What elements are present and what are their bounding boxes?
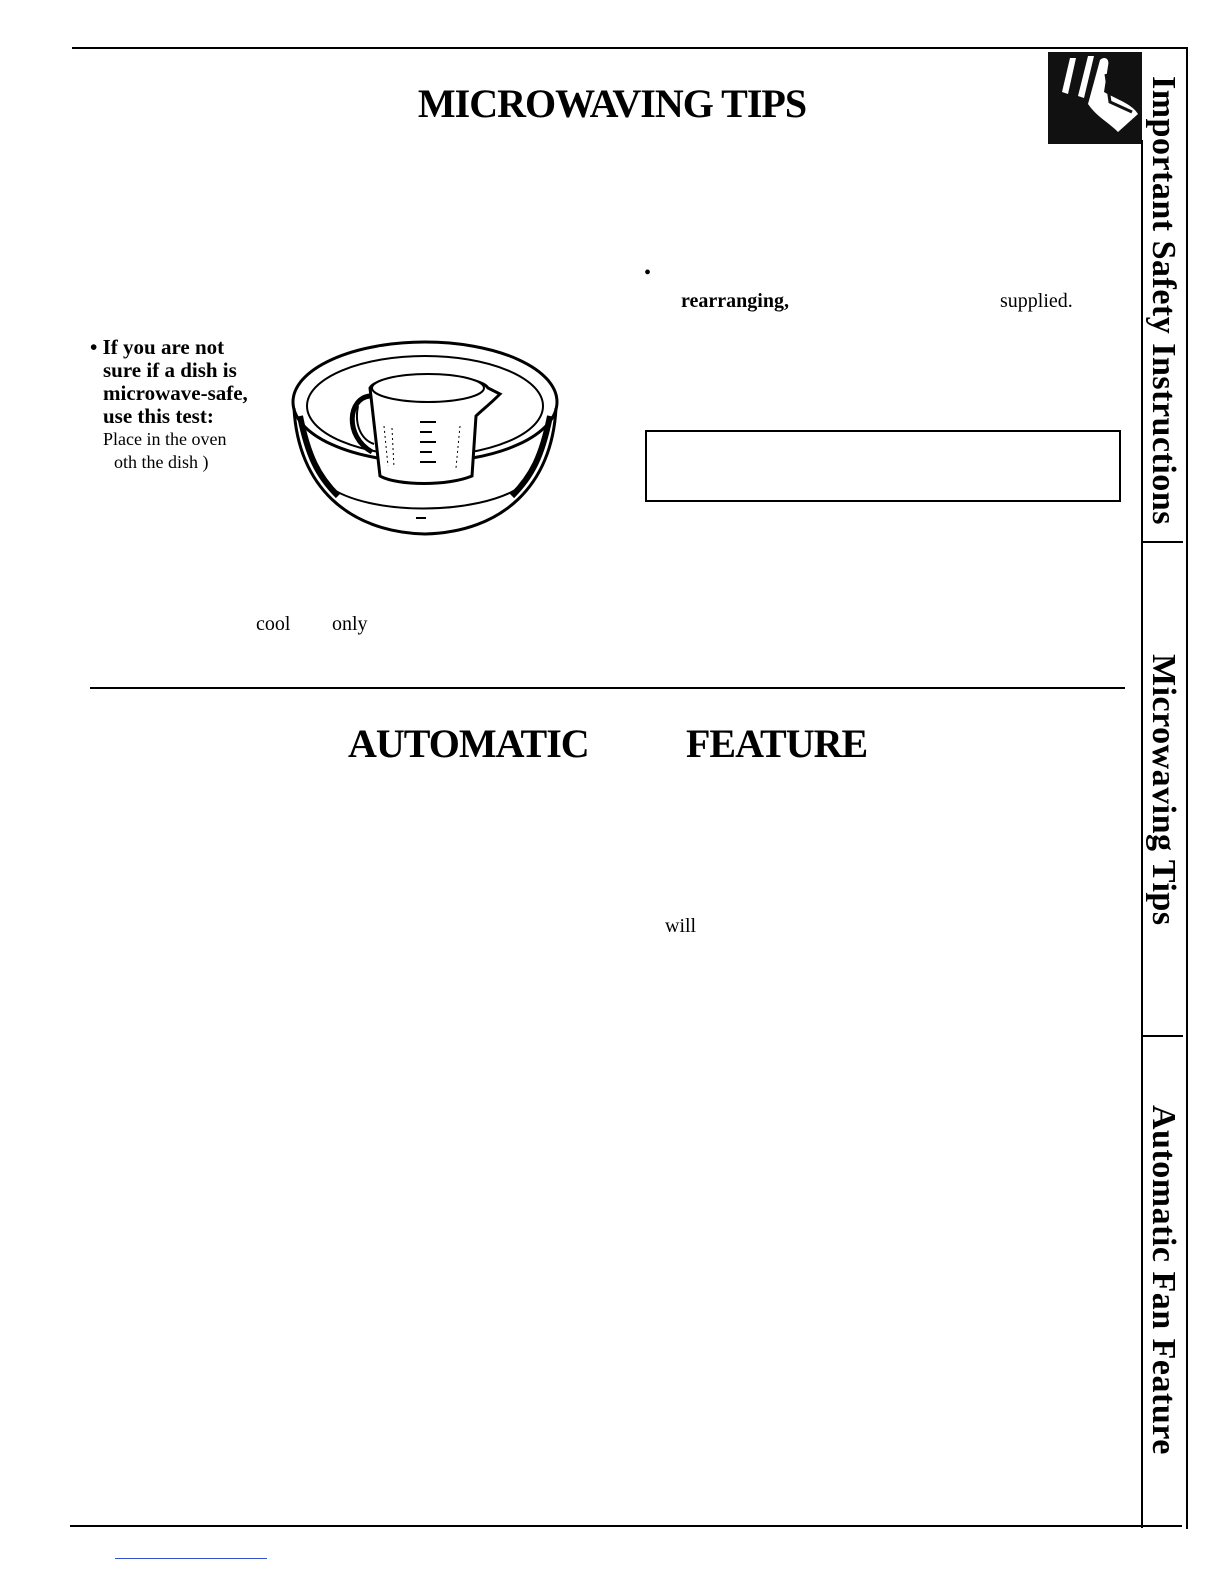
bottom-rule [70, 1525, 1182, 1527]
tip-line: sure if a dish is [103, 358, 237, 382]
tip-line: Place in the oven [103, 429, 227, 449]
info-box [645, 430, 1121, 502]
microwave-safe-tip [90, 336, 280, 474]
footer-rule [115, 1558, 267, 1559]
tab-microwaving-tips[interactable] [1138, 600, 1188, 980]
tab-automatic-fan-feature[interactable] [1138, 1060, 1188, 1500]
tip-line: • If you are not [90, 335, 225, 359]
text-rearranging: rearranging, [681, 290, 789, 312]
section-title-part1: AUTOMATIC [348, 721, 589, 766]
tab-separator [1143, 1035, 1183, 1037]
tip-line: microwave-safe, [103, 381, 248, 405]
page-title: MICROWAVING TIPS [417, 81, 807, 126]
tip-line: oth the dish ) [114, 452, 209, 472]
text-will: will [665, 915, 697, 937]
tip-line: use this test: [103, 404, 214, 428]
hand-pointer-icon [1048, 52, 1142, 144]
text-cool: cool [256, 613, 291, 635]
top-rule [72, 47, 1188, 49]
tab-important-safety-instructions[interactable] [1138, 60, 1188, 540]
text-supplied: supplied. [1000, 290, 1073, 312]
tab-label: Microwaving Tips [1145, 654, 1182, 926]
bullet: • [644, 262, 652, 284]
tab-label: Automatic Fan Feature [1145, 1105, 1182, 1455]
section-divider [90, 687, 1125, 689]
bowl-cup-illustration [288, 336, 562, 542]
section-title-part2: FEATURE [686, 721, 868, 766]
tab-label: Important Safety Instructions [1145, 75, 1182, 525]
text-only: only [332, 613, 368, 635]
tab-separator [1143, 541, 1183, 543]
